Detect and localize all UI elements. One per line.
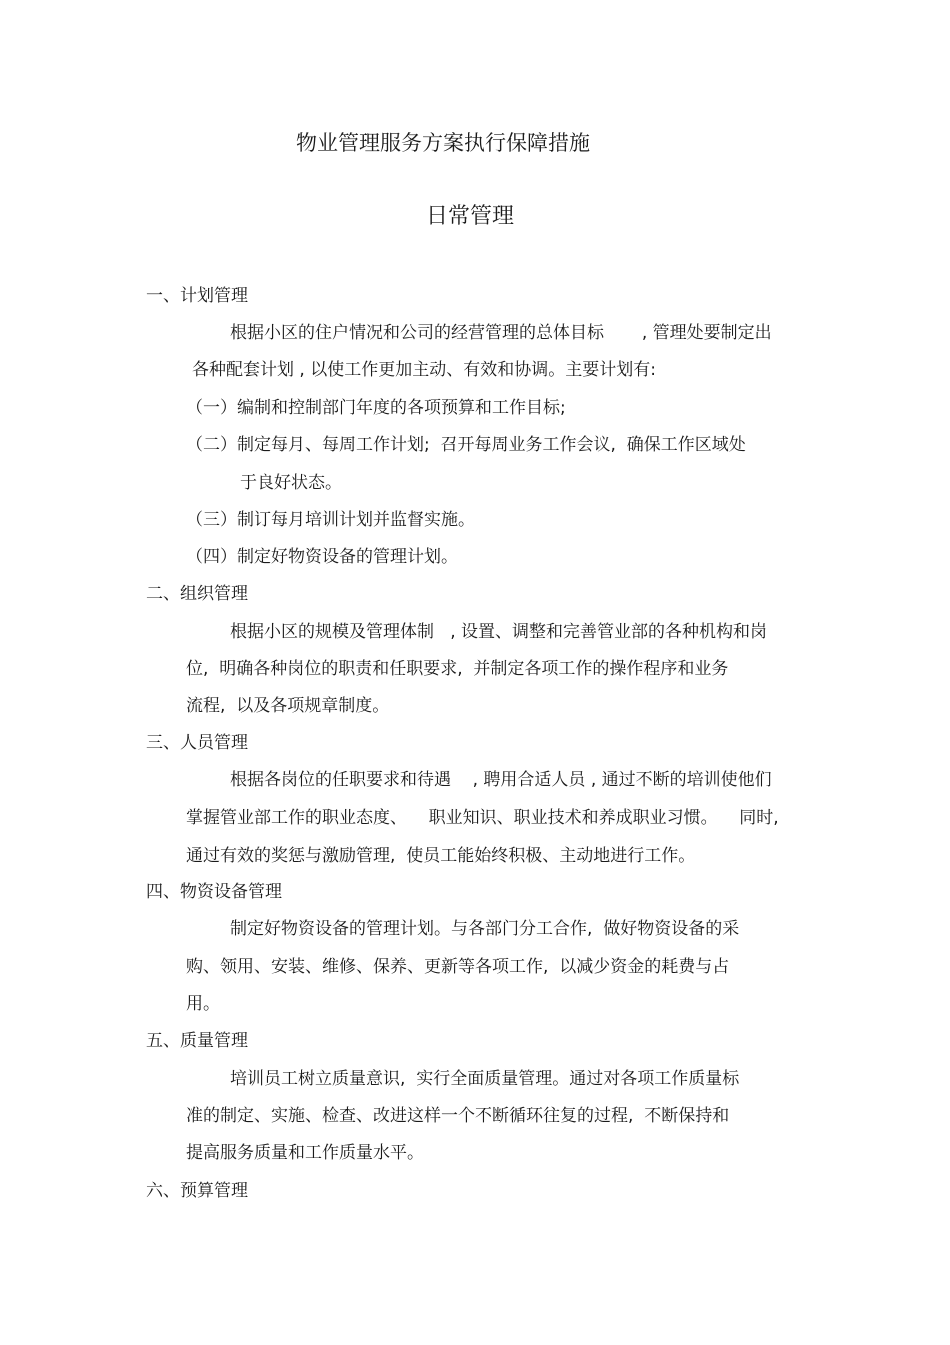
paragraph-line: 流程, 以及各项规章制度。: [186, 696, 390, 716]
paragraph-line: 根据小区的住户情况和公司的经营管理的总体目标 , 管理处要制定出: [230, 323, 772, 343]
paragraph-line: 购、领用、安装、维修、保养、更新等各项工作, 以减少资金的耗费与占: [186, 957, 730, 977]
list-item: （三）制订每月培训计划并监督实施。: [186, 510, 475, 530]
paragraph-line: 掌握管业部工作的职业态度、 职业知识、职业技术和养成职业习惯。 同时,: [186, 808, 779, 828]
paragraph-line: 通过有效的奖惩与激励管理, 使员工能始终积极、主动地进行工作。: [186, 846, 696, 866]
section-heading: 三、人员管理: [146, 733, 248, 753]
list-item: （四）制定好物资设备的管理计划。: [186, 547, 458, 567]
paragraph-line: 根据小区的规模及管理体制 , 设置、调整和完善管业部的各种机构和岗: [230, 622, 768, 642]
paragraph-line: 制定好物资设备的管理计划。与各部门分工合作, 做好物资设备的采: [230, 919, 740, 939]
section-heading: 一、计划管理: [146, 286, 248, 306]
paragraph-line: 各种配套计划 , 以使工作更加主动、有效和协调。主要计划有:: [192, 360, 656, 380]
paragraph-line: 准的制定、实施、检查、改进这样一个不断循环往复的过程, 不断保持和: [186, 1106, 730, 1126]
paragraph-line: 提高服务质量和工作质量水平。: [186, 1143, 424, 1163]
document-title: 物业管理服务方案执行保障措施: [296, 131, 590, 155]
document-subtitle: 日常管理: [426, 204, 515, 229]
paragraph-line: 根据各岗位的任职要求和待遇 , 聘用合适人员 , 通过不断的培训使他们: [230, 770, 772, 790]
section-heading: 二、组织管理: [146, 584, 248, 604]
section-heading: 四、物资设备管理: [146, 882, 282, 902]
section-heading: 六、预算管理: [146, 1181, 248, 1201]
list-item: （一）编制和控制部门年度的各项预算和工作目标;: [186, 398, 566, 418]
paragraph-line: 用。: [186, 994, 220, 1014]
list-item: （二）制定每月、每周工作计划; 召开每周业务工作会议, 确保工作区域处: [186, 435, 746, 455]
paragraph-line: 位, 明确各种岗位的职责和任职要求, 并制定各项工作的操作程序和业务: [186, 659, 729, 679]
list-item-continuation: 于良好状态。: [240, 473, 342, 493]
paragraph-line: 培训员工树立质量意识, 实行全面质量管理。通过对各项工作质量标: [230, 1069, 740, 1089]
section-heading: 五、质量管理: [146, 1031, 248, 1051]
